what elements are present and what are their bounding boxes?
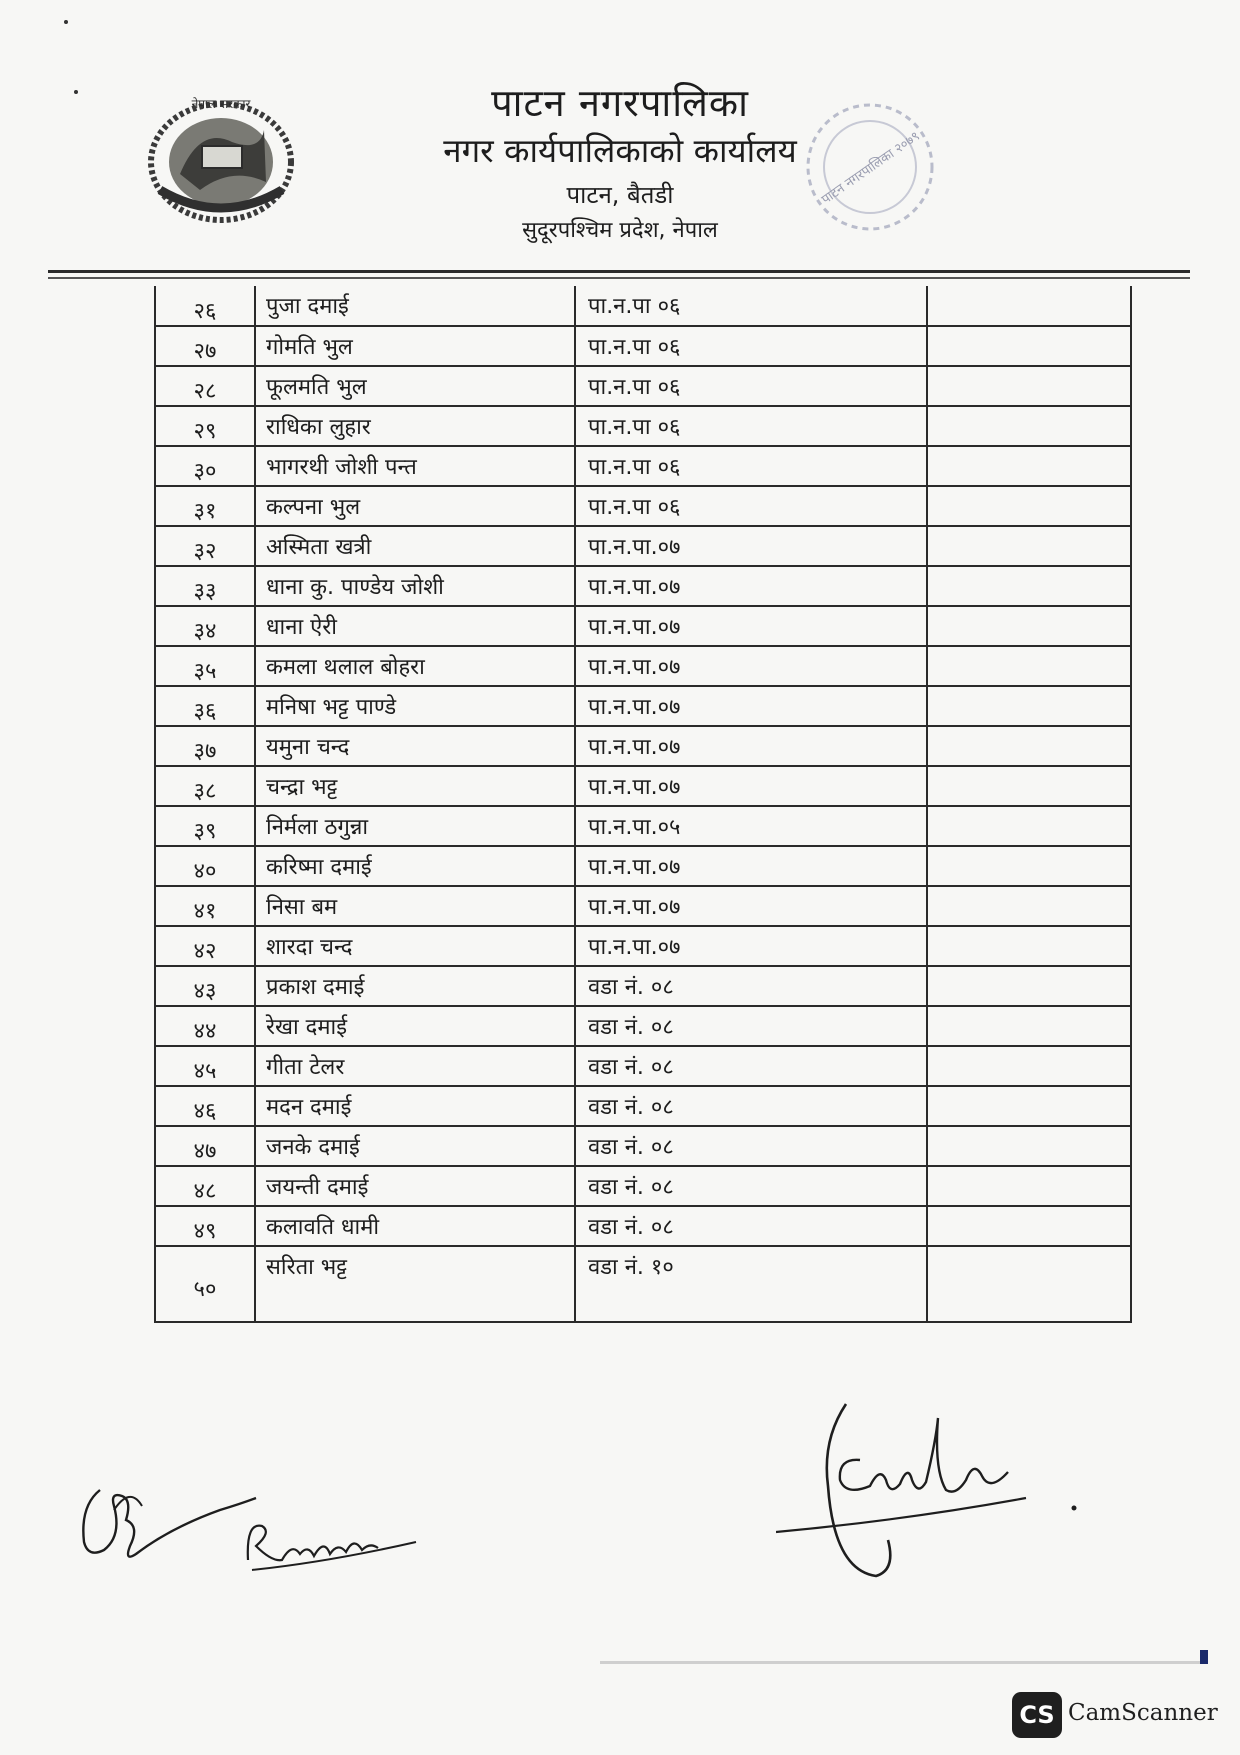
- participant-ward: वडा नं. ०८: [575, 966, 927, 1006]
- row-number: ४२: [155, 926, 255, 966]
- row-number: ४१: [155, 886, 255, 926]
- participant-ward: वडा नं. ०८: [575, 1046, 927, 1086]
- table-row: [155, 366, 1131, 406]
- remarks-cell: [927, 646, 1131, 686]
- table-row: [155, 766, 1131, 806]
- remarks-cell: [927, 406, 1131, 446]
- participant-ward: पा.न.पा ०६: [575, 366, 927, 406]
- participant-ward: पा.न.पा.०७: [575, 646, 927, 686]
- row-number: ४६: [155, 1086, 255, 1126]
- participant-ward: वडा नं. ०८: [575, 1206, 927, 1246]
- remarks-cell: [927, 566, 1131, 606]
- speck: [64, 20, 68, 24]
- table-row: [155, 1046, 1131, 1086]
- participant-ward: पा.न.पा.०७: [575, 686, 927, 726]
- participant-ward: पा.न.पा ०६: [575, 326, 927, 366]
- remarks-cell: [927, 1166, 1131, 1206]
- table-row: [155, 686, 1131, 726]
- row-number: ४७: [155, 1126, 255, 1166]
- participant-name: अस्मिता खत्री: [255, 526, 575, 566]
- row-number: ३८: [155, 766, 255, 806]
- remarks-cell: [927, 1046, 1131, 1086]
- participant-name: रेखा दमाई: [255, 1006, 575, 1046]
- remarks-cell: [927, 1006, 1131, 1046]
- remarks-cell: [927, 886, 1131, 926]
- participant-name: सरिता भट्ट: [255, 1246, 575, 1322]
- table-row: [155, 326, 1131, 366]
- remarks-cell: [927, 286, 1131, 326]
- nepal-emblem-icon: [140, 86, 302, 228]
- participant-name: करिष्मा दमाई: [255, 846, 575, 886]
- row-number: ४४: [155, 1006, 255, 1046]
- participant-name: राधिका लुहार: [255, 406, 575, 446]
- row-number: ३५: [155, 646, 255, 686]
- participant-ward: पा.न.पा ०६: [575, 406, 927, 446]
- participant-name: यमुना चन्द: [255, 726, 575, 766]
- remarks-cell: [927, 686, 1131, 726]
- remarks-cell: [927, 846, 1131, 886]
- remarks-cell: [927, 806, 1131, 846]
- remarks-cell: [927, 726, 1131, 766]
- footer-rule: [600, 1661, 1206, 1664]
- participant-ward: पा.न.पा.०७: [575, 766, 927, 806]
- row-number: ३४: [155, 606, 255, 646]
- table-row: [155, 1206, 1131, 1246]
- participant-name: जयन्ती दमाई: [255, 1166, 575, 1206]
- participant-name: धाना कु. पाण्डेय जोशी: [255, 566, 575, 606]
- participant-name: कमला थलाल बोहरा: [255, 646, 575, 686]
- signature-left-initials: [70, 1466, 260, 1586]
- table-row: [155, 1166, 1131, 1206]
- participant-ward: पा.न.पा.०७: [575, 566, 927, 606]
- participant-ward: वडा नं. ०८: [575, 1166, 927, 1206]
- participant-name: पुजा दमाई: [255, 286, 575, 326]
- remarks-cell: [927, 1246, 1131, 1322]
- row-number: ४५: [155, 1046, 255, 1086]
- table-row: [155, 1246, 1131, 1322]
- participant-ward: पा.न.पा.०७: [575, 606, 927, 646]
- participant-ward: पा.न.पा ०६: [575, 486, 927, 526]
- participant-table-body: [155, 286, 1131, 1322]
- participant-name: शारदा चन्द: [255, 926, 575, 966]
- participant-ward: वडा नं. ०८: [575, 1126, 927, 1166]
- participant-name: गोमति भुल: [255, 326, 575, 366]
- remarks-cell: [927, 526, 1131, 566]
- remarks-cell: [927, 966, 1131, 1006]
- table-row: [155, 406, 1131, 446]
- participant-ward: पा.न.पा ०६: [575, 446, 927, 486]
- row-number: ३१: [155, 486, 255, 526]
- participant-name: कलावति धामी: [255, 1206, 575, 1246]
- participant-ward: पा.न.पा.०७: [575, 726, 927, 766]
- remarks-cell: [927, 1206, 1131, 1246]
- remarks-cell: [927, 1126, 1131, 1166]
- table-row: [155, 726, 1131, 766]
- office-location: पाटन, बैतडी: [566, 181, 674, 209]
- participant-table: [154, 286, 1132, 1323]
- header-rule: [48, 270, 1190, 273]
- row-number: ४८: [155, 1166, 255, 1206]
- remarks-cell: [927, 606, 1131, 646]
- table-row: [155, 926, 1131, 966]
- participant-ward: पा.न.पा.०७: [575, 926, 927, 966]
- row-number: ३६: [155, 686, 255, 726]
- row-number: २९: [155, 406, 255, 446]
- camscanner-logo-icon: CS: [1012, 1692, 1062, 1738]
- table-row: [155, 286, 1131, 326]
- remarks-cell: [927, 766, 1131, 806]
- participant-ward: वडा नं. ०८: [575, 1006, 927, 1046]
- table-row: [155, 566, 1131, 606]
- table-row: [155, 806, 1131, 846]
- participant-name: जनके दमाई: [255, 1126, 575, 1166]
- remarks-cell: [927, 326, 1131, 366]
- office-name: पाटन नगरपालिका: [491, 81, 749, 125]
- table-row: [155, 1086, 1131, 1126]
- participant-ward: वडा नं. १०: [575, 1246, 927, 1322]
- remarks-cell: [927, 1086, 1131, 1126]
- table-row: [155, 966, 1131, 1006]
- remarks-cell: [927, 486, 1131, 526]
- row-number: ३९: [155, 806, 255, 846]
- row-number: ३०: [155, 446, 255, 486]
- row-number: २८: [155, 366, 255, 406]
- table-row: [155, 646, 1131, 686]
- stamp-text: पाटन नगरपालिका २०७९: [819, 128, 923, 208]
- remarks-cell: [927, 926, 1131, 966]
- participant-name: निर्मला ठगुन्ना: [255, 806, 575, 846]
- participant-ward: पा.न.पा.०७: [575, 886, 927, 926]
- participant-name: कल्पना भुल: [255, 486, 575, 526]
- table-row: [155, 1126, 1131, 1166]
- camscanner-label: CamScanner: [1068, 1700, 1218, 1726]
- participant-name: धाना ऐरी: [255, 606, 575, 646]
- emblem-text: नेपाल सरकार: [191, 97, 251, 111]
- row-number: ४९: [155, 1206, 255, 1246]
- signature-right: [776, 1400, 1116, 1590]
- row-number: ३७: [155, 726, 255, 766]
- table-row: [155, 486, 1131, 526]
- office-stamp-icon: [795, 92, 945, 242]
- row-number: ५०: [155, 1246, 255, 1322]
- table-row: [155, 886, 1131, 926]
- row-number: ४०: [155, 846, 255, 886]
- signature-ramita: [238, 1502, 428, 1582]
- participant-name: भागरथी जोशी पन्त: [255, 446, 575, 486]
- participant-name: निसा बम: [255, 886, 575, 926]
- page-edge-mark: [1200, 1650, 1208, 1664]
- remarks-cell: [927, 446, 1131, 486]
- table-row: [155, 446, 1131, 486]
- participant-name: फूलमति भुल: [255, 366, 575, 406]
- participant-ward: पा.न.पा.०७: [575, 846, 927, 886]
- row-number: २७: [155, 326, 255, 366]
- speck: [74, 90, 78, 94]
- remarks-cell: [927, 366, 1131, 406]
- office-subtitle: नगर कार्यपालिकाको कार्यालय: [443, 131, 797, 170]
- participant-name: चन्द्रा भट्ट: [255, 766, 575, 806]
- table-row: [155, 1006, 1131, 1046]
- participant-name: गीता टेलर: [255, 1046, 575, 1086]
- row-number: ४३: [155, 966, 255, 1006]
- participant-ward: पा.न.पा ०६: [575, 286, 927, 326]
- row-number: ३२: [155, 526, 255, 566]
- participant-name: मदन दमाई: [255, 1086, 575, 1126]
- signature-ramita-text: Ramita: [238, 1502, 242, 1503]
- row-number: २६: [155, 286, 255, 326]
- table-row: [155, 606, 1131, 646]
- header-rule-thin: [48, 277, 1190, 279]
- participant-ward: वडा नं. ०८: [575, 1086, 927, 1126]
- office-province: सुदूरपश्चिम प्रदेश, नेपाल: [522, 218, 718, 243]
- participant-ward: पा.न.पा.०७: [575, 526, 927, 566]
- table-row: [155, 526, 1131, 566]
- participant-ward: पा.न.पा.०५: [575, 806, 927, 846]
- participant-name: मनिषा भट्ट पाण्डे: [255, 686, 575, 726]
- table-row: [155, 846, 1131, 886]
- participant-name: प्रकाश दमाई: [255, 966, 575, 1006]
- row-number: ३३: [155, 566, 255, 606]
